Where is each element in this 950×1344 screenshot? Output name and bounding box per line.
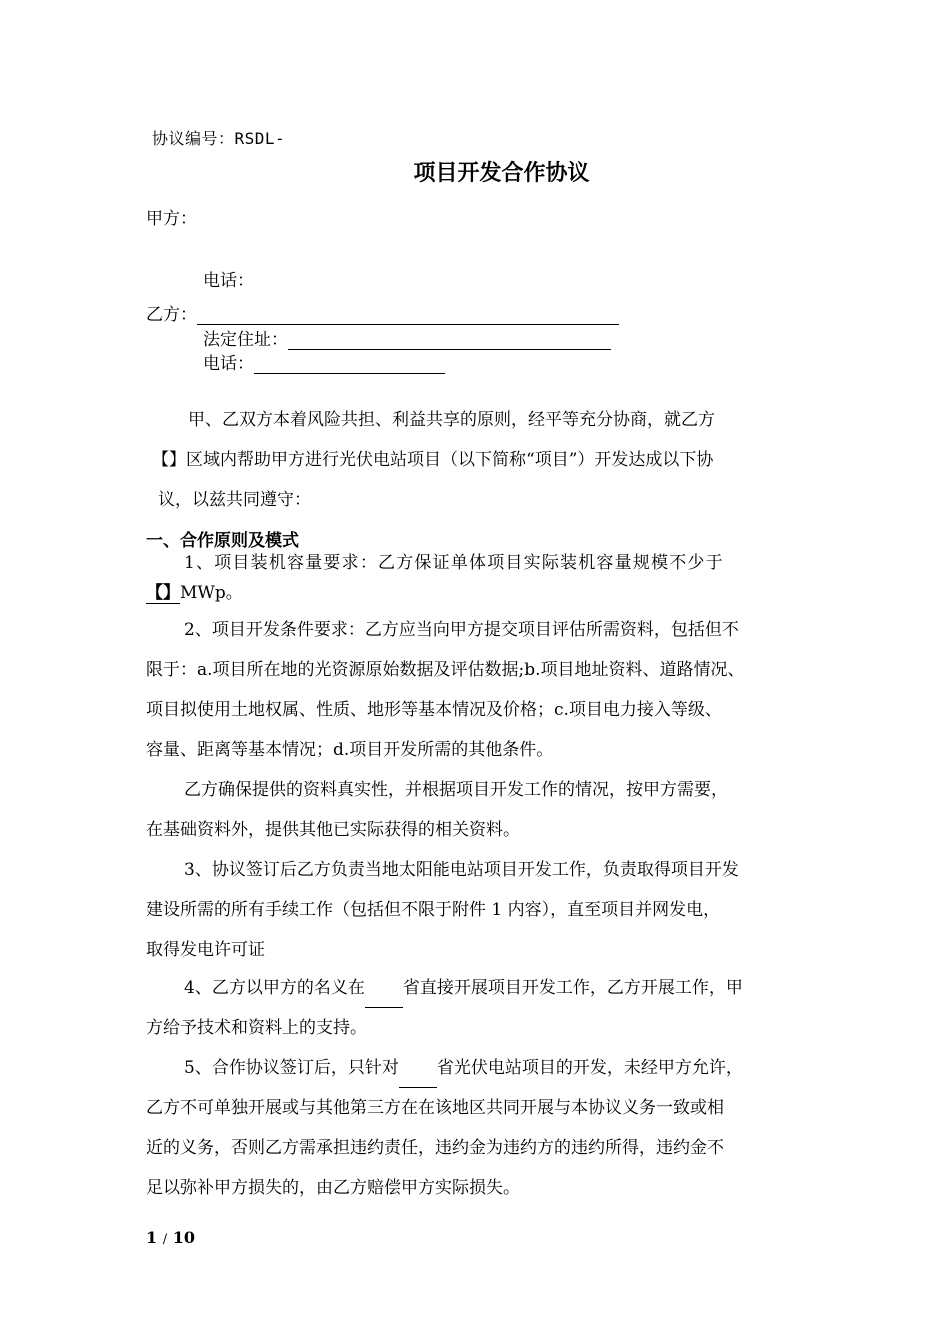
page-number (146, 1228, 195, 1247)
clause-text: 5、合作协议签订后，只针对 (184, 1058, 399, 1078)
clause-line: 建设所需的所有手续工作（包括但不限于附件 1 内容），直至项目并网发电， (146, 900, 721, 920)
clause-2-note (146, 770, 806, 850)
clause-1 (146, 548, 806, 608)
clause-line: 方给予技术和资料上的支持。 (146, 1018, 367, 1038)
clause-line: 1、项目装机容量要求：乙方保证单体项目实际装机容量规模不少于 (184, 553, 724, 573)
document-title: 项目开发合作协议 (413, 161, 590, 186)
section-heading: 一、合作原则及模式 (146, 531, 299, 551)
party-b-phone-label: 电话： (203, 354, 254, 374)
clause-2 (146, 610, 806, 770)
clause-line: 容量、距离等基本情况；d.项目开发所需的其他条件。 (146, 740, 554, 760)
province-blank (365, 989, 403, 1008)
clause-text: 4、乙方以甲方的名义在 (184, 978, 365, 998)
party-b-address-line (203, 325, 611, 350)
clause-line: 近的义务，否则乙方需承担违约责任，违约金为违约方的违约所得，违约金不 (146, 1138, 724, 1158)
page-separator: / (162, 1232, 168, 1247)
party-b-address-label: 法定住址： (203, 330, 288, 350)
clause-line: 足以弥补甲方损失的，由乙方赔偿甲方实际损失。 (146, 1178, 520, 1198)
preamble-paragraph (152, 400, 812, 520)
capacity-bracket: 【】 (146, 583, 180, 603)
clause-line: 限于：a.项目所在地的光资源原始数据及评估数据;b.项目地址资料、道路情况、 (146, 660, 745, 680)
clause-line: 项目拟使用土地权属、性质、地形等基本情况及价格；c.项目电力接入等级、 (146, 700, 722, 720)
page-total: 10 (172, 1228, 195, 1247)
party-b-blank (197, 305, 619, 325)
preamble-line: 甲、乙双方本着风险共担、利益共享的原则，经平等充分协商，就乙方 (188, 410, 715, 430)
clause-4 (146, 968, 806, 1048)
agreement-number: 协议编号：RSDL- (152, 129, 286, 148)
province-blank (399, 1069, 437, 1088)
preamble-line: 议，以兹共同遵守： (158, 490, 311, 510)
clause-text: 省直接开展项目开发工作，乙方开展工作，甲 (402, 978, 743, 998)
clause-line (146, 578, 806, 608)
clause-line: 2、项目开发条件要求：乙方应当向甲方提交项目评估所需资料，包括但不 (184, 620, 739, 640)
clause-line: 取得发电许可证 (146, 940, 265, 960)
clause-line: 3、协议签订后乙方负责当地太阳能电站项目开发工作，负责取得项目开发 (184, 860, 739, 880)
party-a-label: 甲方： (146, 209, 197, 229)
clause-line (146, 968, 806, 1008)
clause-line: 在基础资料外，提供其他已实际获得的相关资料。 (146, 820, 520, 840)
party-b-label: 乙方： (146, 305, 197, 325)
clause-5 (146, 1048, 806, 1208)
preamble-line: 【】区域内帮助甲方进行光伏电站项目（以下简称“项目”）开发达成以下协 (152, 450, 714, 470)
clause-text: 省光伏电站项目的开发，未经甲方允许， (436, 1058, 743, 1078)
party-b-phone-line (203, 349, 445, 374)
clause-line: 乙方不可单独开展或与其他第三方在在该地区共同开展与本协议义务一致或相 (146, 1098, 724, 1118)
party-b-phone-blank (254, 354, 445, 374)
page-current: 1 (146, 1228, 158, 1247)
party-a-phone-label: 电话： (203, 271, 254, 291)
clause-3 (146, 850, 806, 970)
clause-line: 乙方确保提供的资料真实性，并根据项目开发工作的情况，按甲方需要， (184, 780, 728, 800)
capacity-unit: MWp。 (180, 583, 243, 603)
party-b-line (146, 300, 619, 325)
clause-line (146, 1048, 806, 1088)
party-b-address-blank (288, 330, 611, 350)
